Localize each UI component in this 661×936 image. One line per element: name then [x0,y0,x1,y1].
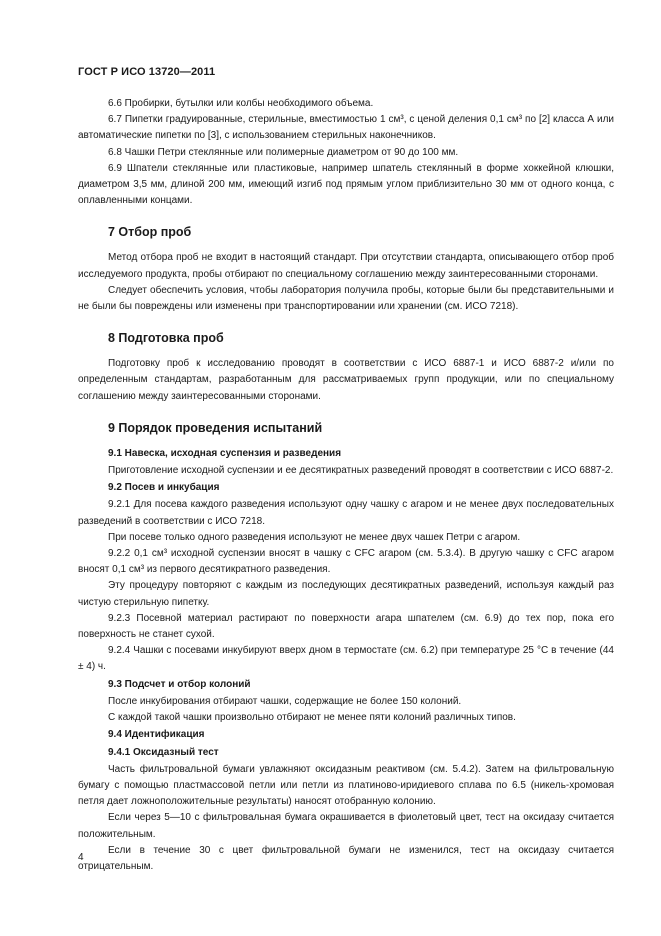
item-6-8: 6.8 Чашки Петри стеклянные или полимерные диаметром от 90 до 100 мм. [108,146,459,158]
clause-9-4-1-paragraph-2: Если через 5—10 с фильтровальная бумага окрашивается в фиолетовый цвет, тест на оксидазу считается положительным. [78,812,614,840]
clause-9-2-1: 9.2.1 Для посева каждого разведения используют одну чашку с агаром и не менее двух последовательных разведений в соответствии с ИСО 7218. [78,499,614,527]
clause-9-2-1-note: При посеве только одного разведения используют не менее двух чашек Петри с агаром. [108,531,521,543]
clause-9-2-2-repeat: Эту процедуру повторяют с каждым из последующих десятикратных разведений, используя каждый раз чистую стерильную пипетку. [78,580,614,608]
item-6-7: 6.7 Пипетки градуированные, стерильные, вместимостью 1 см³, с ценой деления 0,1 см³ по [2] класса А или автоматические пипетки по [3], с использованием стерильных наконечников. [78,114,614,142]
clause-9-4-1-paragraph-1: Часть фильтровальной бумаги увлажняют оксидазным реактивом (см. 5.4.2). Затем на фильтровальную бумагу с помощью пластмассовой петли или петли из платиново-иридиевого сплава по 6.5 (никель-хромовая петля дает ложноположительные результаты) наносят отобранную колонию. [78,763,614,808]
section-7-paragraph-2: Следует обеспечить условия, чтобы лаборатория получила пробы, которые были бы представительными и не были бы повреждены или изменены при транспортировании или хранении (см. ИСО 7218). [78,284,614,313]
item-6-9: 6.9 Шпатели стеклянные или пластиковые, например шпатель стеклянный в форме хоккейной клюшки, диаметром 3,5 мм, длиной 200 мм, имеющий изгиб под прямым углом приблизительно 30 мм от одного конца, с оплавленными концами. [78,162,614,207]
section-7-title: 7 Отбор проб [108,225,192,240]
document-body [78,96,614,875]
clause-9-2-3: 9.2.3 Посевной материал растирают по поверхности агара шпателем (см. 6.9) до тех пор, пока его поверхность не станет сухой. [78,612,614,641]
section-8-paragraph-1: Подготовку проб к исследованию проводят в соответствии с ИСО 6887-1 и ИСО 6887-2 и/или по определенным стандартам, разработанным для рассматриваемых групп продукции, или по специальному соглашению между заинтересованными сторонами. [78,358,614,402]
page-number: 4 [78,852,84,863]
subsection-9-3-title: 9.3 Подсчет и отбор колоний [108,678,251,690]
clause-9-2-4: 9.2.4 Чашки с посевами инкубируют вверх дном в термостате (см. 6.2) при температуре 25 °С в течение (44 ± 4) ч. [78,645,614,673]
section-7-paragraph-1: Метод отбора проб не входит в настоящий стандарт. При отсутствии стандарта, описывающего отбор проб исследуемого продукта, пробы отбирают по специальному соглашению между заинтересованными сторонами. [78,252,614,280]
document-header: ГОСТ Р ИСО 13720—2011 [78,66,216,78]
subsection-9-3-paragraph-1: После инкубирования отбирают чашки, содержащие не более 150 колоний. [108,695,462,707]
clause-9-2-2: 9.2.2 0,1 см³ исходной суспензии вносят в чашку с CFC агаром (см. 5.3.4). В другую чашку с CFC агаром вносят 0,1 см³ из первого десятикратного разведения. [78,548,614,576]
subsection-9-4-title: 9.4 Идентификация [108,729,205,741]
subsection-9-1-paragraph: Приготовление исходной суспензии и ее десятикратных разведений проводят в соответствии с ИСО 6887-2. [108,465,614,477]
subsection-9-3-paragraph-2: С каждой такой чашки произвольно отбирают не менее пяти колоний различных типов. [108,712,516,724]
item-6-6: 6.6 Пробирки, бутылки или колбы необходимого объема. [108,98,374,109]
clause-9-4-1-paragraph-3: Если в течение 30 с цвет фильтровальной бумаги не изменился, тест на оксидазу считается отрицательным. [78,844,614,872]
subsection-9-1-title: 9.1 Навеска, исходная суспензия и разведения [108,447,342,459]
subsection-9-2-title: 9.2 Посев и инкубация [108,482,220,494]
clause-9-4-1-title: 9.4.1 Оксидазный тест [108,746,219,758]
section-9-title: 9 Порядок проведения испытаний [108,420,323,435]
section-8-title: 8 Подготовка проб [108,331,224,346]
